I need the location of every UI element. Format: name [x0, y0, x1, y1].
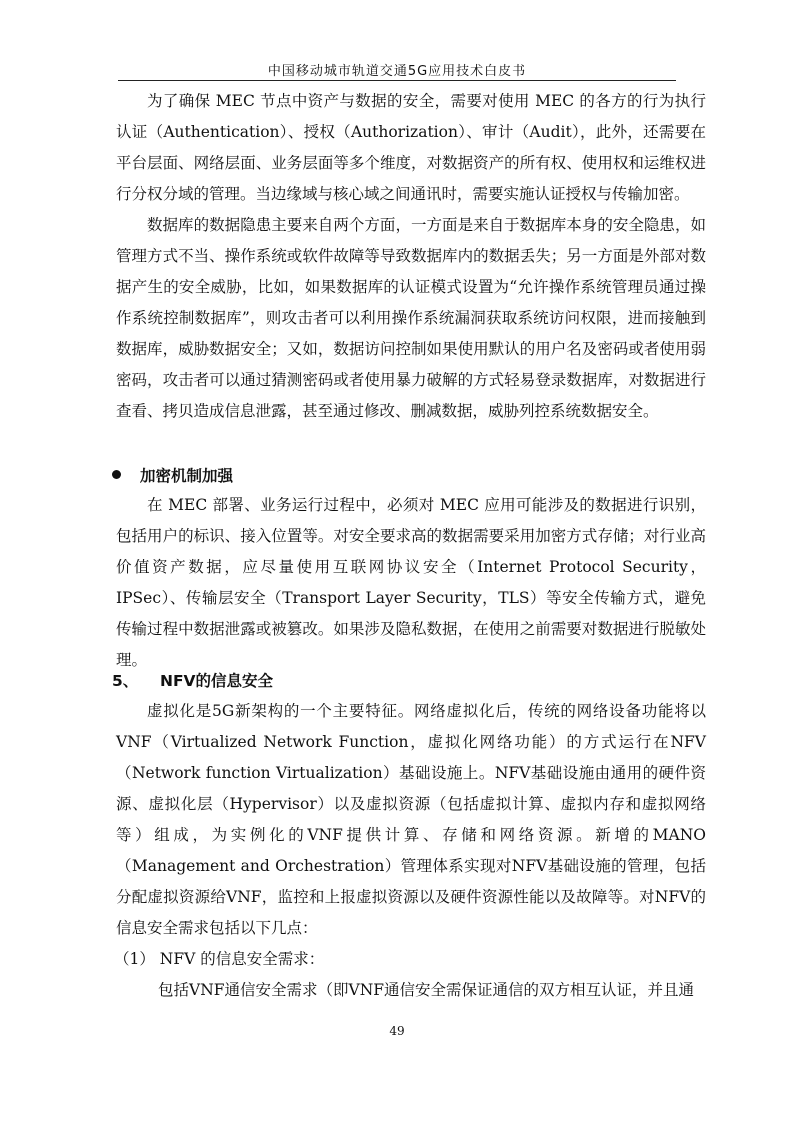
section-title: NFV的信息安全	[160, 671, 274, 690]
bullet-heading-text: 加密机制加强	[140, 466, 234, 485]
page-header: 中国移动城市轨道交通5G应用技术白皮书	[267, 64, 527, 79]
paragraph-mec-security: 为了确保 MEC 节点中资产与数据的安全，需要对使用 MEC 的各方的行为执行认证（Authentication）、授权（Authorization）、审计（Audit），此外，还需要在平台层面、网络层面、业务层面等多个维度，对数据资产的所有权、使用权和运维权进行分权分域的管理。当边缘域与核心域之间通讯时，需要实施认证授权与传输加密。	[116, 92, 706, 203]
page-number: 49	[389, 1024, 405, 1038]
paragraph-encryption: 在 MEC 部署、业务运行过程中，必须对 MEC 应用可能涉及的数据进行识别，包括用户的标识、接入位置等。对安全要求高的数据需要采用加密方式存储；对行业高价值资产数据，应尽量使用互联网协议安全（Internet Protocol Security，IPSec）、传输层安全（Transport Layer Security，TLS）等安全传输方式，避免传输过程中数据泄露或被篡改。如果涉及隐私数据，在使用之前需要对数据进行脱敏处理。	[116, 496, 706, 669]
paragraph-vnf-communication: 包括VNF通信安全需求（即VNF通信安全需保证通信的双方相互认证，并且通	[158, 981, 695, 999]
paragraph-nfv-virtualization: 虚拟化是5G新架构的一个主要特征。网络虚拟化后，传统的网络设备功能将以VNF（Virtualized Network Function，虚拟化网络功能）的方式运行在NFV（Network function Virtualization）基础设施上。NFV基础设施由通用的硬件资源、虚拟化层（Hypervisor）以及虚拟资源（包括虚拟计算、虚拟内存和虚拟网络等）组成，为实例化的VNF提供计算、存储和网络资源。新增的MANO（Management and Orchestration）管理体系实现对NFV基础设施的管理，包括分配虚拟资源给VNF，监控和上报虚拟资源以及硬件资源性能以及故障等。对NFV的信息安全需求包括以下几点：	[116, 702, 706, 937]
header-divider	[118, 80, 676, 81]
section-number: 5、	[112, 671, 139, 690]
paragraph-database-risks: 数据库的数据隐患主要来自两个方面，一方面是来自于数据库本身的安全隐患，如管理方式不当、操作系统或软件故障等导致数据库内的数据丢失；另一方面是外部对数据产生的安全威胁，比如，如果数据库的认证模式设置为“允许操作系统管理员通过操作系统控制数据库”，则攻击者可以利用操作系统漏洞获取系统访问权限，进而接触到数据库，威胁数据安全；又如，数据访问控制如果使用默认的用户名及密码或者使用弱密码，攻击者可以通过猜测密码或者使用暴力破解的方式轻易登录数据库，对数据进行查看、拷贝造成信息泄露，甚至通过修改、删减数据，威胁列控系统数据安全。	[116, 216, 706, 420]
subsection-heading: （1） NFV 的信息安全需求：	[114, 950, 325, 968]
section-heading	[112, 664, 273, 695]
bullet-dot-icon	[112, 470, 121, 479]
bullet-heading	[112, 459, 233, 490]
